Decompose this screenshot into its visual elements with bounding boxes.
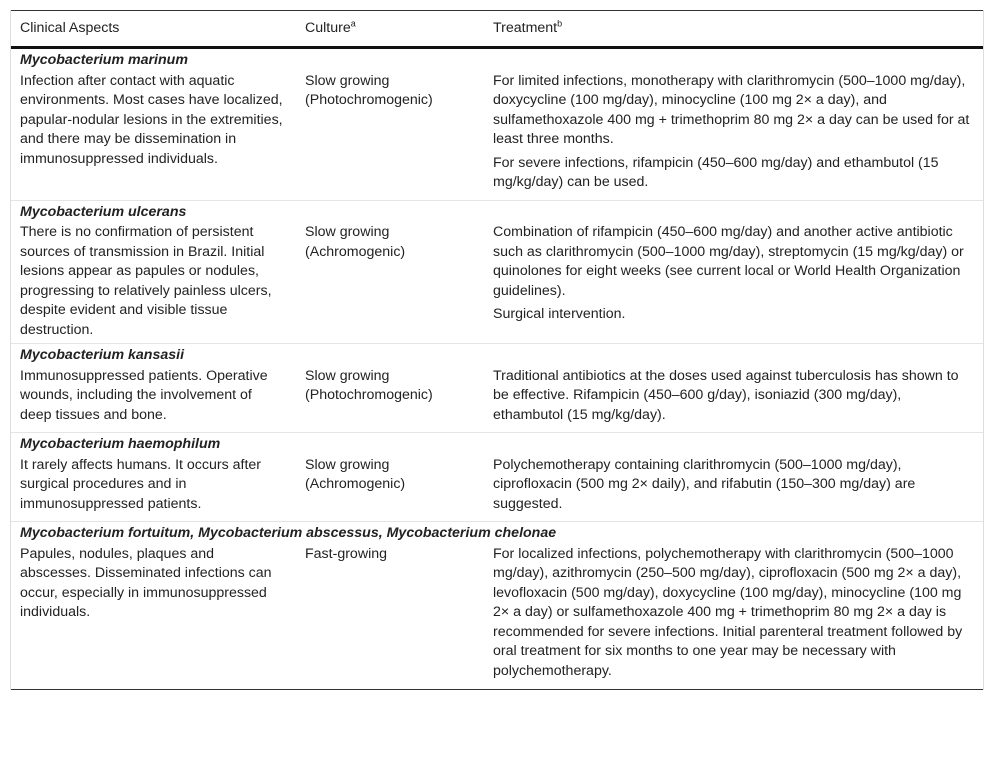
footnote-marker: a <box>350 18 356 29</box>
header-row <box>11 11 983 48</box>
culture-cell <box>296 222 484 344</box>
table-row <box>11 544 983 690</box>
treatment-cell <box>484 455 983 522</box>
species-row <box>11 48 983 71</box>
header-label: Culture <box>305 20 351 36</box>
species-name: Mycobacterium ulcerans <box>11 200 983 222</box>
treatment-paragraph: Combination of rifampicin (450–600 mg/day) and another active antibiotic such as clarithromycin (500–1000 mg/day), streptomycin (15 mg/kg/day) or quinolones for eight weeks (see current local or World Health Organization guidelines). <box>493 224 964 299</box>
mycobacteria-table <box>11 10 983 690</box>
mycobacteria-table-container <box>10 10 984 690</box>
culture-line: Slow growing <box>305 224 390 240</box>
header-label: Clinical Aspects <box>20 20 120 36</box>
header-culture <box>296 11 484 48</box>
treatment-cell <box>484 71 983 201</box>
species-name: Mycobacterium haemophilum <box>11 433 983 455</box>
treatment-paragraph: For severe infections, rifampicin (450–600 mg/day) and ethambutol (15 mg/kg/day) can be used. <box>493 154 939 190</box>
culture-line: Slow growing <box>305 367 390 384</box>
clinical-aspects-cell: Infection after contact with aquatic environments. Most cases have localized, papular-nodular lesions in the extremities, and there may be dissemination in immunosuppressed individuals. <box>20 72 283 167</box>
culture-line: Fast-growing <box>305 545 388 562</box>
clinical-aspects-cell: Papules, nodules, plaques and abscesses. Disseminated infections can occur, especially in immunosuppressed individuals. <box>11 544 296 690</box>
culture-cell <box>296 544 484 690</box>
culture-line: Slow growing <box>305 72 390 89</box>
table-row <box>11 71 983 201</box>
culture-cell <box>296 71 484 201</box>
table-row <box>11 222 983 344</box>
culture-line: (Photochromogenic) <box>305 387 433 403</box>
header-clinical-aspects <box>11 11 296 48</box>
clinical-aspects-cell: Immunosuppressed patients. Operative wounds, including the involvement of deep tissues and bone. <box>20 367 268 423</box>
treatment-cell <box>484 222 983 344</box>
species-name: Mycobacterium marinum <box>11 48 983 71</box>
species-name: Mycobacterium fortuitum, Mycobacterium abscessus, Mycobacterium chelonae <box>11 522 983 544</box>
species-row <box>11 200 983 222</box>
culture-cell <box>296 366 484 433</box>
culture-line: (Photochromogenic) <box>305 92 433 108</box>
clinical-aspects-cell: It rarely affects humans. It occurs after surgical procedures and in immunosuppressed patients. <box>20 456 262 512</box>
treatment-cell <box>484 366 983 433</box>
culture-line: (Achromogenic) <box>305 476 406 492</box>
culture-line: (Achromogenic) <box>305 243 406 260</box>
species-row <box>11 344 983 366</box>
treatment-paragraph: Traditional antibiotics at the doses used against tuberculosis has shown to be effective. Rifampicin (450–600 g/day), isoniazid (300 mg/day), ethambutol (15 mg/kg/day). <box>493 367 959 423</box>
treatment-paragraph: Surgical intervention. <box>493 306 626 322</box>
species-row <box>11 522 983 544</box>
treatment-paragraph: For limited infections, monotherapy with clarithromycin (500–1000 mg/day), doxycycline (100 mg/day), minocycline (100 mg 2× a day), and sulfamethoxazole 400 mg + trimethoprim 80 mg 2× a day can be used for at least three months. <box>493 72 970 147</box>
culture-cell <box>296 455 484 522</box>
table-row <box>11 366 983 433</box>
species-name: Mycobacterium kansasii <box>11 344 983 366</box>
treatment-cell <box>484 544 983 690</box>
header-label: Treatment <box>493 20 558 36</box>
species-row <box>11 433 983 455</box>
culture-line: Slow growing <box>305 456 390 473</box>
treatment-paragraph: Polychemotherapy containing clarithromycin (500–1000 mg/day), ciprofloxacin (500 mg 2× daily), and rifabutin (150–300 mg/day) are suggested. <box>493 456 916 512</box>
treatment-paragraph: For localized infections, polychemotherapy with clarithromycin (500–1000 mg/day), azithromycin (250–500 mg/day), ciprofloxacin (500 mg 2× a day), levofloxacin (500 mg/day), doxycycline (100 mg/day), minocycline (100 mg 2× a day) or sulfamethoxazole 400 mg + trimethoprim 80 mg 2× a day is recommended for severe infections. Initial parenteral treatment followed by oral treatment for six months to one year may be necessary with polychemotherapy. <box>493 545 963 679</box>
table-row <box>11 455 983 522</box>
header-treatment <box>484 11 983 48</box>
footnote-marker: b <box>557 18 563 29</box>
clinical-aspects-cell: There is no confirmation of persistent sources of transmission in Brazil. Initial lesions appear as papules or nodules, progressing to relatively painless ulcers, despite evident and visible tissue destruction. <box>20 224 272 338</box>
